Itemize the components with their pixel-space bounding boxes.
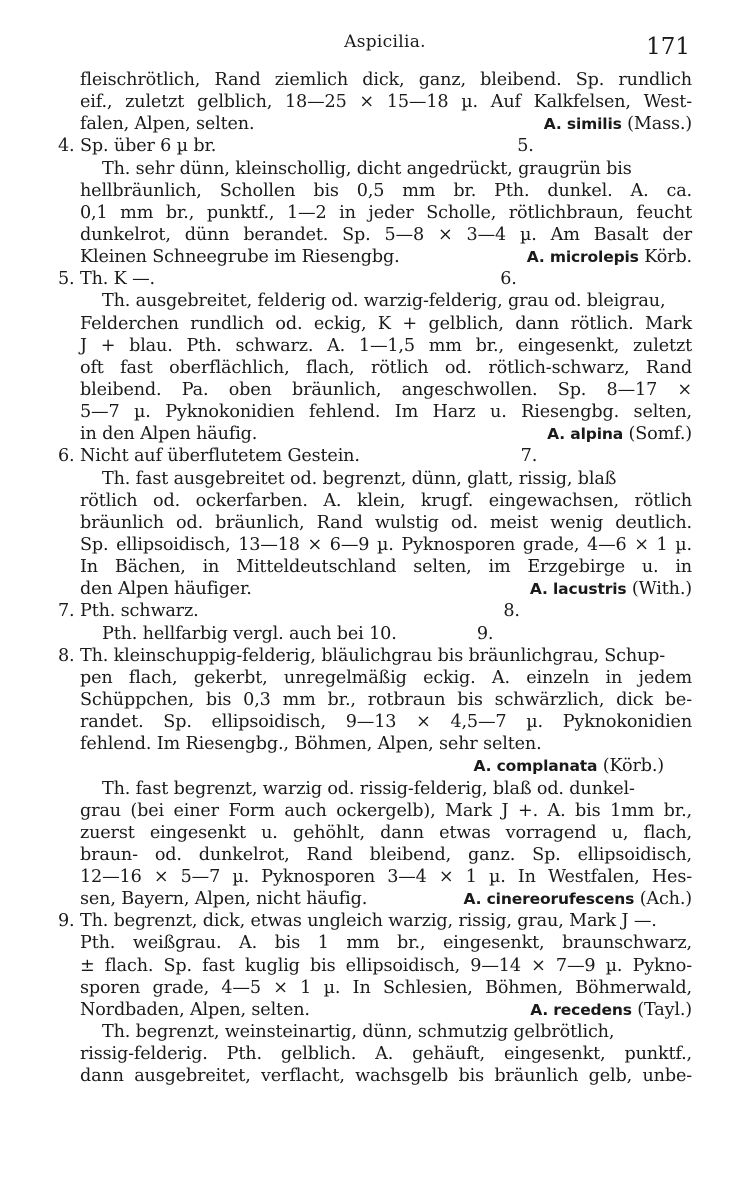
couplet-reference: 7. (520, 446, 538, 467)
text-line: pen flach, gekerbt, unregelmäßig eckig. A. einzeln in jedem (80, 667, 692, 688)
text-line: J + blau. Pth. schwarz. A. 1—1,5 mm br., eingesenkt, zuletzt (80, 335, 692, 356)
key-couplet-8: 8. Th. kleinschuppig-felderig, bläulichgrau bis bräunlichgrau, Schup- (58, 645, 666, 666)
text-line: Pth. weißgrau. A. bis 1 mm br., eingesenkt, braunschwarz, (80, 933, 692, 954)
couplet-reference: 5. (517, 136, 534, 157)
key-couplet-7: 7. Pth. schwarz. 8. (58, 601, 520, 622)
species-entry: A. lacustris (With.) (529, 579, 692, 600)
text-line: dann ausgebreitet, verflacht, wachsgelb bis bräunlich gelb, unbe- (80, 1066, 692, 1087)
text-line: Th. ausgebreitet, felderig od. warzig-felderig, grau od. bleigrau, (102, 291, 666, 312)
text-line: bräunlich od. bräunlich, Rand wulstig od. meist wenig deutlich. (80, 512, 692, 533)
couplet-number: 8. (58, 645, 75, 666)
text-line: zuerst eingesenkt u. gehöhlt, dann etwas vorragend u, flach, (80, 822, 692, 843)
species-entry: A. microlepis Körb. (526, 247, 692, 268)
key-couplet-4: 4. Sp. über 6 µ br. 5. (58, 136, 534, 157)
text-line: falen, Alpen, selten. A. similis (Mass.) (80, 114, 692, 135)
text-line: grau (bei einer Form auch ockergelb), Mark J +. A. bis 1mm br., (80, 800, 692, 821)
species-entry: A. cinereorufescens (Ach.) (463, 889, 692, 910)
couplet-number: 5. (58, 269, 75, 290)
text-line: randet. Sp. ellipsoidisch, 9—13 × 4,5—7 µ. Pyknokonidien (80, 712, 692, 733)
text-line: rissig-felderig. Pth. gelblich. A. gehäuft, eingesenkt, punktf., (80, 1044, 692, 1065)
text-line (58, 755, 692, 777)
body-text (58, 69, 692, 1087)
text-line: Sp. ellipsoidisch, 13—18 × 6—9 µ. Pyknosporen grade, 4—6 × 1 µ. (80, 534, 692, 555)
text-line: braun- od. dunkelrot, Rand bleibend, ganz. Sp. ellipsoidisch, (80, 844, 692, 865)
couplet-number: 9. (58, 911, 75, 932)
text-line: Schüppchen, bis 0,3 mm br., rotbraun bis schwärzlich, dick be- (80, 689, 692, 710)
text-line: Nordbaden, Alpen, selten. A. recedens (Tayl.) (80, 999, 692, 1020)
key-couplet-6: 6. Nicht auf überflutetem Gestein. 7. (58, 446, 538, 467)
text-line: 0,1 mm br., punktf., 1—2 in jeder Scholle, rötlichbraun, feucht (80, 202, 692, 223)
text-line: Th. begrenzt, weinsteinartig, dünn, schmutzig gelbrötlich, (102, 1022, 615, 1043)
text-line: den Alpen häufiger. A. lacustris (With.) (80, 579, 692, 600)
couplet-number: 6. (58, 446, 75, 467)
species-entry: A. similis (Mass.) (543, 114, 692, 135)
couplet-reference: 9. (476, 623, 494, 644)
text-line: dunkelrot, dünn berandet. Sp. 5—8 × 3—4 µ. Am Basalt der (80, 224, 692, 245)
text-line: hellbräunlich, Schollen bis 0,5 mm br. Pth. dunkel. A. ca. (80, 180, 692, 201)
text-line: 5—7 µ. Pyknokonidien fehlend. Im Harz u. Riesengbg. selten, (80, 402, 692, 423)
page-number: 171 (646, 34, 690, 60)
text-line: oft fast oberflächlich, flach, rötlich od. rötlich-schwarz, Rand (80, 357, 692, 378)
species-entry: A. alpina (Somf.) (547, 424, 692, 445)
text-line: bleibend. Pa. oben bräunlich, angeschwollen. Sp. 8—17 × (80, 379, 692, 400)
page-header (80, 30, 690, 70)
species-entry: A. complanata (Körb.) (473, 756, 664, 777)
key-couplet-5: 5. Th. K —. 6. (58, 269, 517, 290)
running-title: Aspicilia. (344, 32, 426, 52)
text-line: fehlend. Im Riesengbg., Böhmen, Alpen, sehr selten. (80, 734, 542, 755)
text-line: sporen grade, 4—5 × 1 µ. In Schlesien, Böhmen, Böhmerwald, (80, 977, 692, 998)
text-line: rötlich od. ockerfarben. A. klein, krugf. eingewachsen, rötlich (80, 490, 692, 511)
text-line: Th. sehr dünn, kleinschollig, dicht angedrückt, graugrün bis (102, 158, 632, 179)
couplet-number: 4. (58, 136, 75, 157)
text-line: Th. fast ausgebreitet od. begrenzt, dünn, glatt, rissig, blaß (102, 468, 617, 489)
text-line: Pth. hellfarbig vergl. auch bei 10. 9. (102, 623, 494, 644)
text-line: sen, Bayern, Alpen, nicht häufig. A. cinereorufescens (Ach.) (80, 889, 692, 910)
key-couplet-9: 9. Th. begrenzt, dick, etwas ungleich warzig, rissig, grau, Mark J —. (58, 911, 657, 932)
text-line: Kleinen Schneegrube im Riesengbg. A. microlepis Körb. (80, 247, 692, 268)
couplet-number: 7. (58, 601, 75, 622)
couplet-reference: 6. (500, 269, 517, 290)
text-line: Th. fast begrenzt, warzig od. rissig-felderig, blaß od. dunkel- (102, 778, 635, 799)
couplet-reference: 8. (503, 601, 520, 622)
text-line: ± flach. Sp. fast kuglig bis ellipsoidisch, 9—14 × 7—9 µ. Pykno- (80, 955, 692, 976)
text-line: Felderchen rundlich od. eckig, K + gelblich, dann rötlich. Mark (80, 313, 692, 334)
text-line: 12—16 × 5—7 µ. Pyknosporen 3—4 × 1 µ. In Westfalen, Hes- (80, 867, 692, 888)
text-line: In Bächen, in Mitteldeutschland selten, im Erzgebirge u. in (80, 557, 692, 578)
text-line: fleischrötlich, Rand ziemlich dick, ganz, bleibend. Sp. rundlich (80, 70, 692, 90)
text-line: eif., zuletzt gelblich, 18—25 × 15—18 µ. Auf Kalkfelsen, West- (80, 92, 692, 113)
species-entry: A. recedens (Tayl.) (530, 999, 692, 1020)
text-line: in den Alpen häufig. A. alpina (Somf.) (80, 424, 692, 445)
